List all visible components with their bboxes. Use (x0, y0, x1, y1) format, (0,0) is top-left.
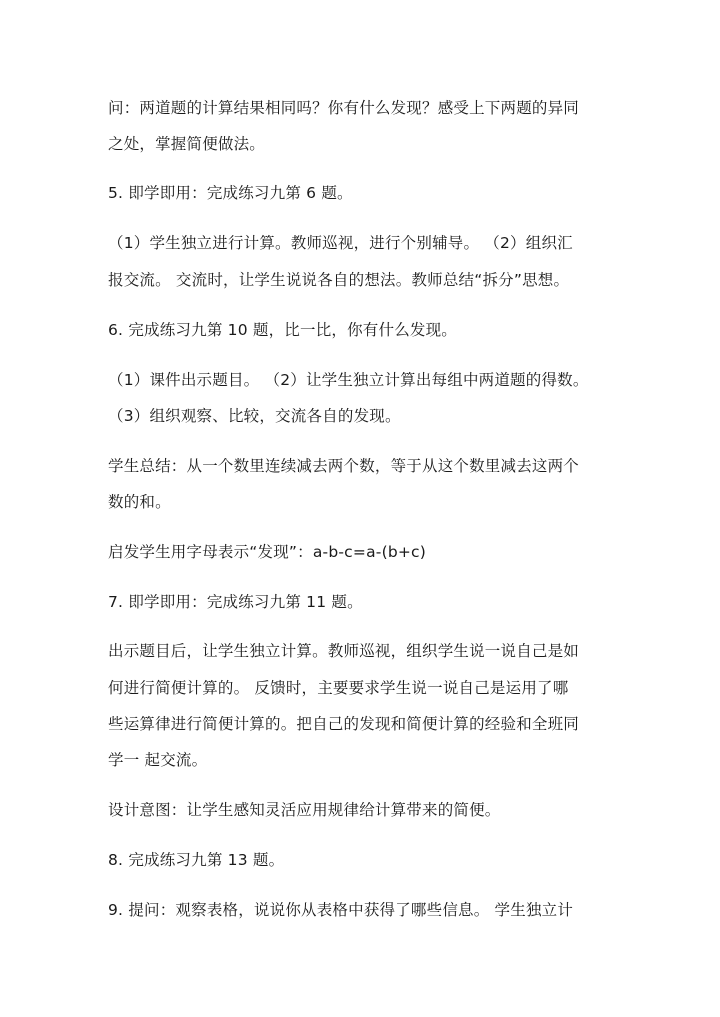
text-line-7: （1）课件出示题目。 （2）让学生独立计算出每组中两道题的得数。 (108, 371, 589, 389)
text-line-12: 7. 即学即用：完成练习九第 11 题。 (108, 593, 363, 611)
text-line-3: 5. 即学即用：完成练习九第 6 题。 (108, 184, 353, 202)
text-line-15: 些运算律进行简便计算的。把自己的发现和简便计算的经验和全班同 (108, 715, 580, 733)
text-line-19: 9. 提问：观察表格，说说你从表格中获得了哪些信息。 学生独立计 (108, 901, 574, 919)
text-line-14: 何进行简便计算的。 反馈时，主要要求学生说一说自己是运用了哪 (108, 679, 569, 697)
text-line-4: （1）学生独立进行计算。教师巡视，进行个别辅导。 （2）组织汇 (108, 234, 573, 252)
text-line-17: 设计意图：让学生感知灵活应用规律给计算带来的简便。 (108, 801, 501, 819)
text-line-6: 6. 完成练习九第 10 题，比一比，你有什么发现。 (108, 321, 457, 339)
text-line-8: （3）组织观察、比较，交流各自的发现。 (108, 407, 401, 425)
text-line-10: 数的和。 (108, 493, 171, 511)
text-line-13: 出示题目后，让学生独立计算。教师巡视，组织学生说一说自己是如 (108, 642, 580, 660)
text-line-2: 之处，掌握简便做法。 (108, 135, 266, 153)
text-line-5: 报交流。 交流时，让学生说说各自的想法。教师总结“拆分”思想。 (108, 271, 570, 289)
text-line-16: 学一 起交流。 (108, 751, 208, 769)
text-line-9: 学生总结：从一个数里连续减去两个数，等于从这个数里减去这两个 (108, 457, 580, 475)
text-line-18: 8. 完成练习九第 13 题。 (108, 851, 285, 869)
text-line-11: 启发学生用字母表示“发现”：a-b-c=a-(b+c) (108, 543, 427, 561)
text-line-1: 问：两道题的计算结果相同吗？你有什么发现？感受上下两题的异同 (108, 99, 580, 117)
